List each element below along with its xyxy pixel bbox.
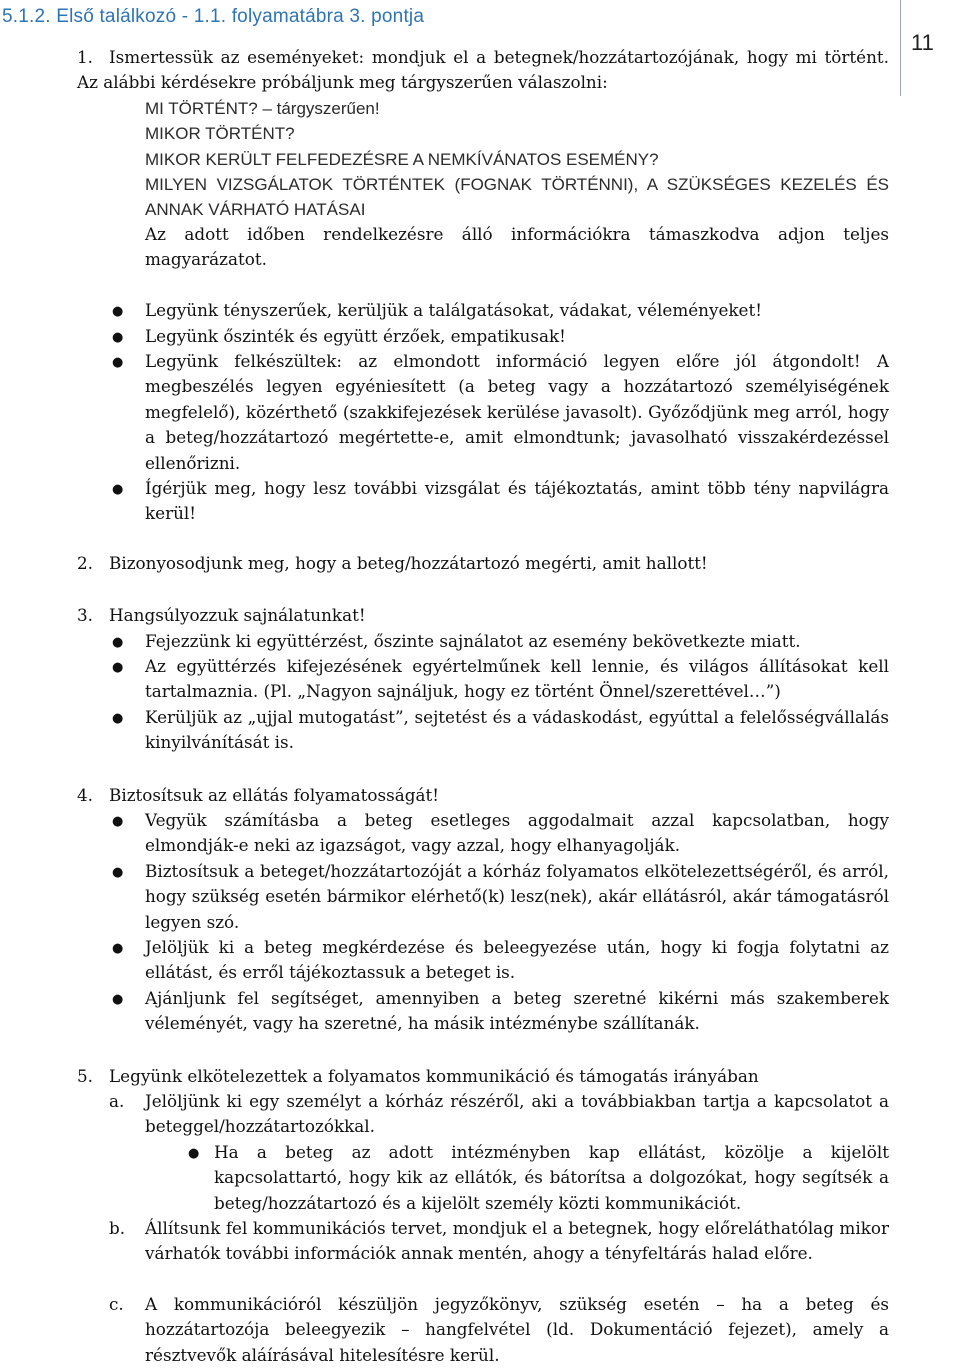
bullet-icon: ● [112, 660, 124, 675]
item3-bullet: Fejezzünk ki együttérzést, őszinte sajnálatot az esemény bekövetkezte miatt. [145, 631, 801, 651]
bullet-icon: ● [188, 1146, 200, 1161]
bullet-icon: ● [112, 355, 124, 370]
bullet-icon: ● [112, 865, 124, 880]
bullet-icon: ● [112, 992, 124, 1007]
question-discovered: MIKOR KERÜLT FELFEDEZÉSRE A NEMKÍVÁNATOS ESEMÉNY? [145, 150, 659, 169]
question-when: MIKOR TÖRTÉNT? [145, 124, 295, 143]
item2-text: Bizonyosodjunk meg, hogy a beteg/hozzátartozó megérti, amit hallott! [109, 553, 708, 573]
page-rule [900, 0, 901, 96]
item1-bullet: Legyünk őszinték és együtt érzőek, empatikusak! [145, 326, 566, 346]
item-number: 3. [77, 605, 94, 625]
item1-note: Az adott időben rendelkezésre álló információkra támaszkodva adjon teljes magyarázatot. [145, 224, 889, 270]
item4-bullet: Ajánljunk fel segítséget, amennyiben a beteg szeretné kikérni más szakemberek véleményét, vagy ha szeretné, ha másik intézménybe szállítanák. [145, 988, 889, 1034]
item-number: 1. [77, 47, 94, 67]
section-header: 5.1.2. Első találkozó - 1.1. folyamatábra 3. pontja [2, 6, 425, 27]
item3-text: Hangsúlyozzuk sajnálatunkat! [109, 605, 366, 625]
item4-bullet: Jelöljük ki a beteg megkérdezése és beleegyezése után, hogy ki fogja folytatni az ellátást, és erről tájékoztassuk a beteget is. [145, 937, 889, 983]
item3-bullet: Az együttérzés kifejezésének egyértelműnek kell lennie, és világos állításokat kell tartalmaznia. (Pl. „Nagyon sajnáljuk, hogy ez történt Önnel/szerettével…”) [145, 656, 889, 702]
item-number: 5. [77, 1066, 94, 1086]
item3-bullet: Kerüljük az „ujjal mutogatást”, sejtetést és a vádaskodást, egyúttal a felelősségvállalás kinyilvánítását is. [145, 707, 889, 753]
sub-letter: b. [109, 1218, 126, 1238]
item1-bullet: Legyünk tényszerűek, kerüljük a találgatásokat, vádakat, véleményeket! [145, 300, 762, 320]
item5-sub-a-bullet: Ha a beteg az adott intézményben kap ellátást, közölje a kijelölt kapcsolattartó, hogy kik az ellátók, és bátorítsa a dolgozókat, hogy segítsék a beteg/hozzátartozó és a kijelölt személy közti kommunikációt. [214, 1142, 889, 1213]
item4-bullet: Biztosítsuk a beteget/hozzátartozóját a kórház folyamatos elkötelezettségéről, és arról, hogy szükség esetén bármikor elérhető(k) lesz(nek), akár ellátásról, akár támogatásról legyen szó. [145, 861, 889, 932]
bullet-icon: ● [112, 814, 124, 829]
item-number: 2. [77, 553, 94, 573]
bullet-icon: ● [112, 482, 124, 497]
item1-bullet: Ígérjük meg, hogy lesz további vizsgálat és tájékoztatás, amint több tény napvilágra kerül! [145, 478, 889, 524]
bullet-icon: ● [112, 711, 124, 726]
item1-intro: Ismertessük az eseményeket: mondjuk el a betegnek/hozzátartozójának, hogy mi történt. Az alábbi kérdésekre próbáljunk meg tárgyszerűen válaszolni: [77, 47, 889, 93]
question-exams: MILYEN VIZSGÁLATOK TÖRTÉNTEK (FOGNAK TÖRTÉNNI), A SZÜKSÉGES KEZELÉS ÉS ANNAK VÁRHATÓ HATÁSAI [145, 175, 889, 220]
question-what: MI TÖRTÉNT? – tárgyszerűen! [145, 99, 380, 118]
page-number: 11 [911, 30, 934, 55]
item5-text: Legyünk elkötelezettek a folyamatos kommunikáció és támogatás irányában [109, 1066, 759, 1086]
item-number: 4. [77, 785, 94, 805]
item1-bullet: Legyünk felkészültek: az elmondott információ legyen előre jól átgondolt! A megbeszélés legyen egyéniesített (a beteg vagy a hozzátartozó személyiségének megfelelő), közérthető (szakkifejezések kerülése javasolt). Győződjünk meg arról, hogy a beteg/hozzátartozó megértette-e, amit elmondtunk; javasolható visszakérdezéssel ellenőrizni. [145, 351, 889, 473]
item4-text: Biztosítsuk az ellátás folyamatosságát! [109, 785, 439, 805]
item5-sub-c: A kommunikációról készüljön jegyzőkönyv, szükség esetén – ha a beteg és hozzátartozója beleegyezik – hangfelvétel (ld. Dokumentáció fejezet), amely a résztvevők aláírásával hitelesítésre kerül. [145, 1294, 889, 1365]
item4-bullet: Vegyük számításba a beteg esetleges aggodalmait azzal kapcsolatban, hogy elmondják-e neki az igazságot, vagy azzal, hogy elhanyagolják. [145, 810, 889, 856]
sub-letter: a. [109, 1091, 125, 1111]
item5-sub-b: Állítsunk fel kommunikációs tervet, mondjuk el a betegnek, hogy előreláthatólag mikor várhatók további információk annak mentén, ahogy a tényfeltárás halad előre. [145, 1218, 889, 1264]
bullet-icon: ● [112, 304, 124, 319]
bullet-icon: ● [112, 941, 124, 956]
bullet-icon: ● [112, 635, 124, 650]
sub-letter: c. [109, 1294, 124, 1314]
item5-sub-a: Jelöljünk ki egy személyt a kórház részéről, aki a továbbiakban tartja a kapcsolatot a beteggel/hozzátartozókkal. [145, 1091, 889, 1137]
bullet-icon: ● [112, 330, 124, 345]
